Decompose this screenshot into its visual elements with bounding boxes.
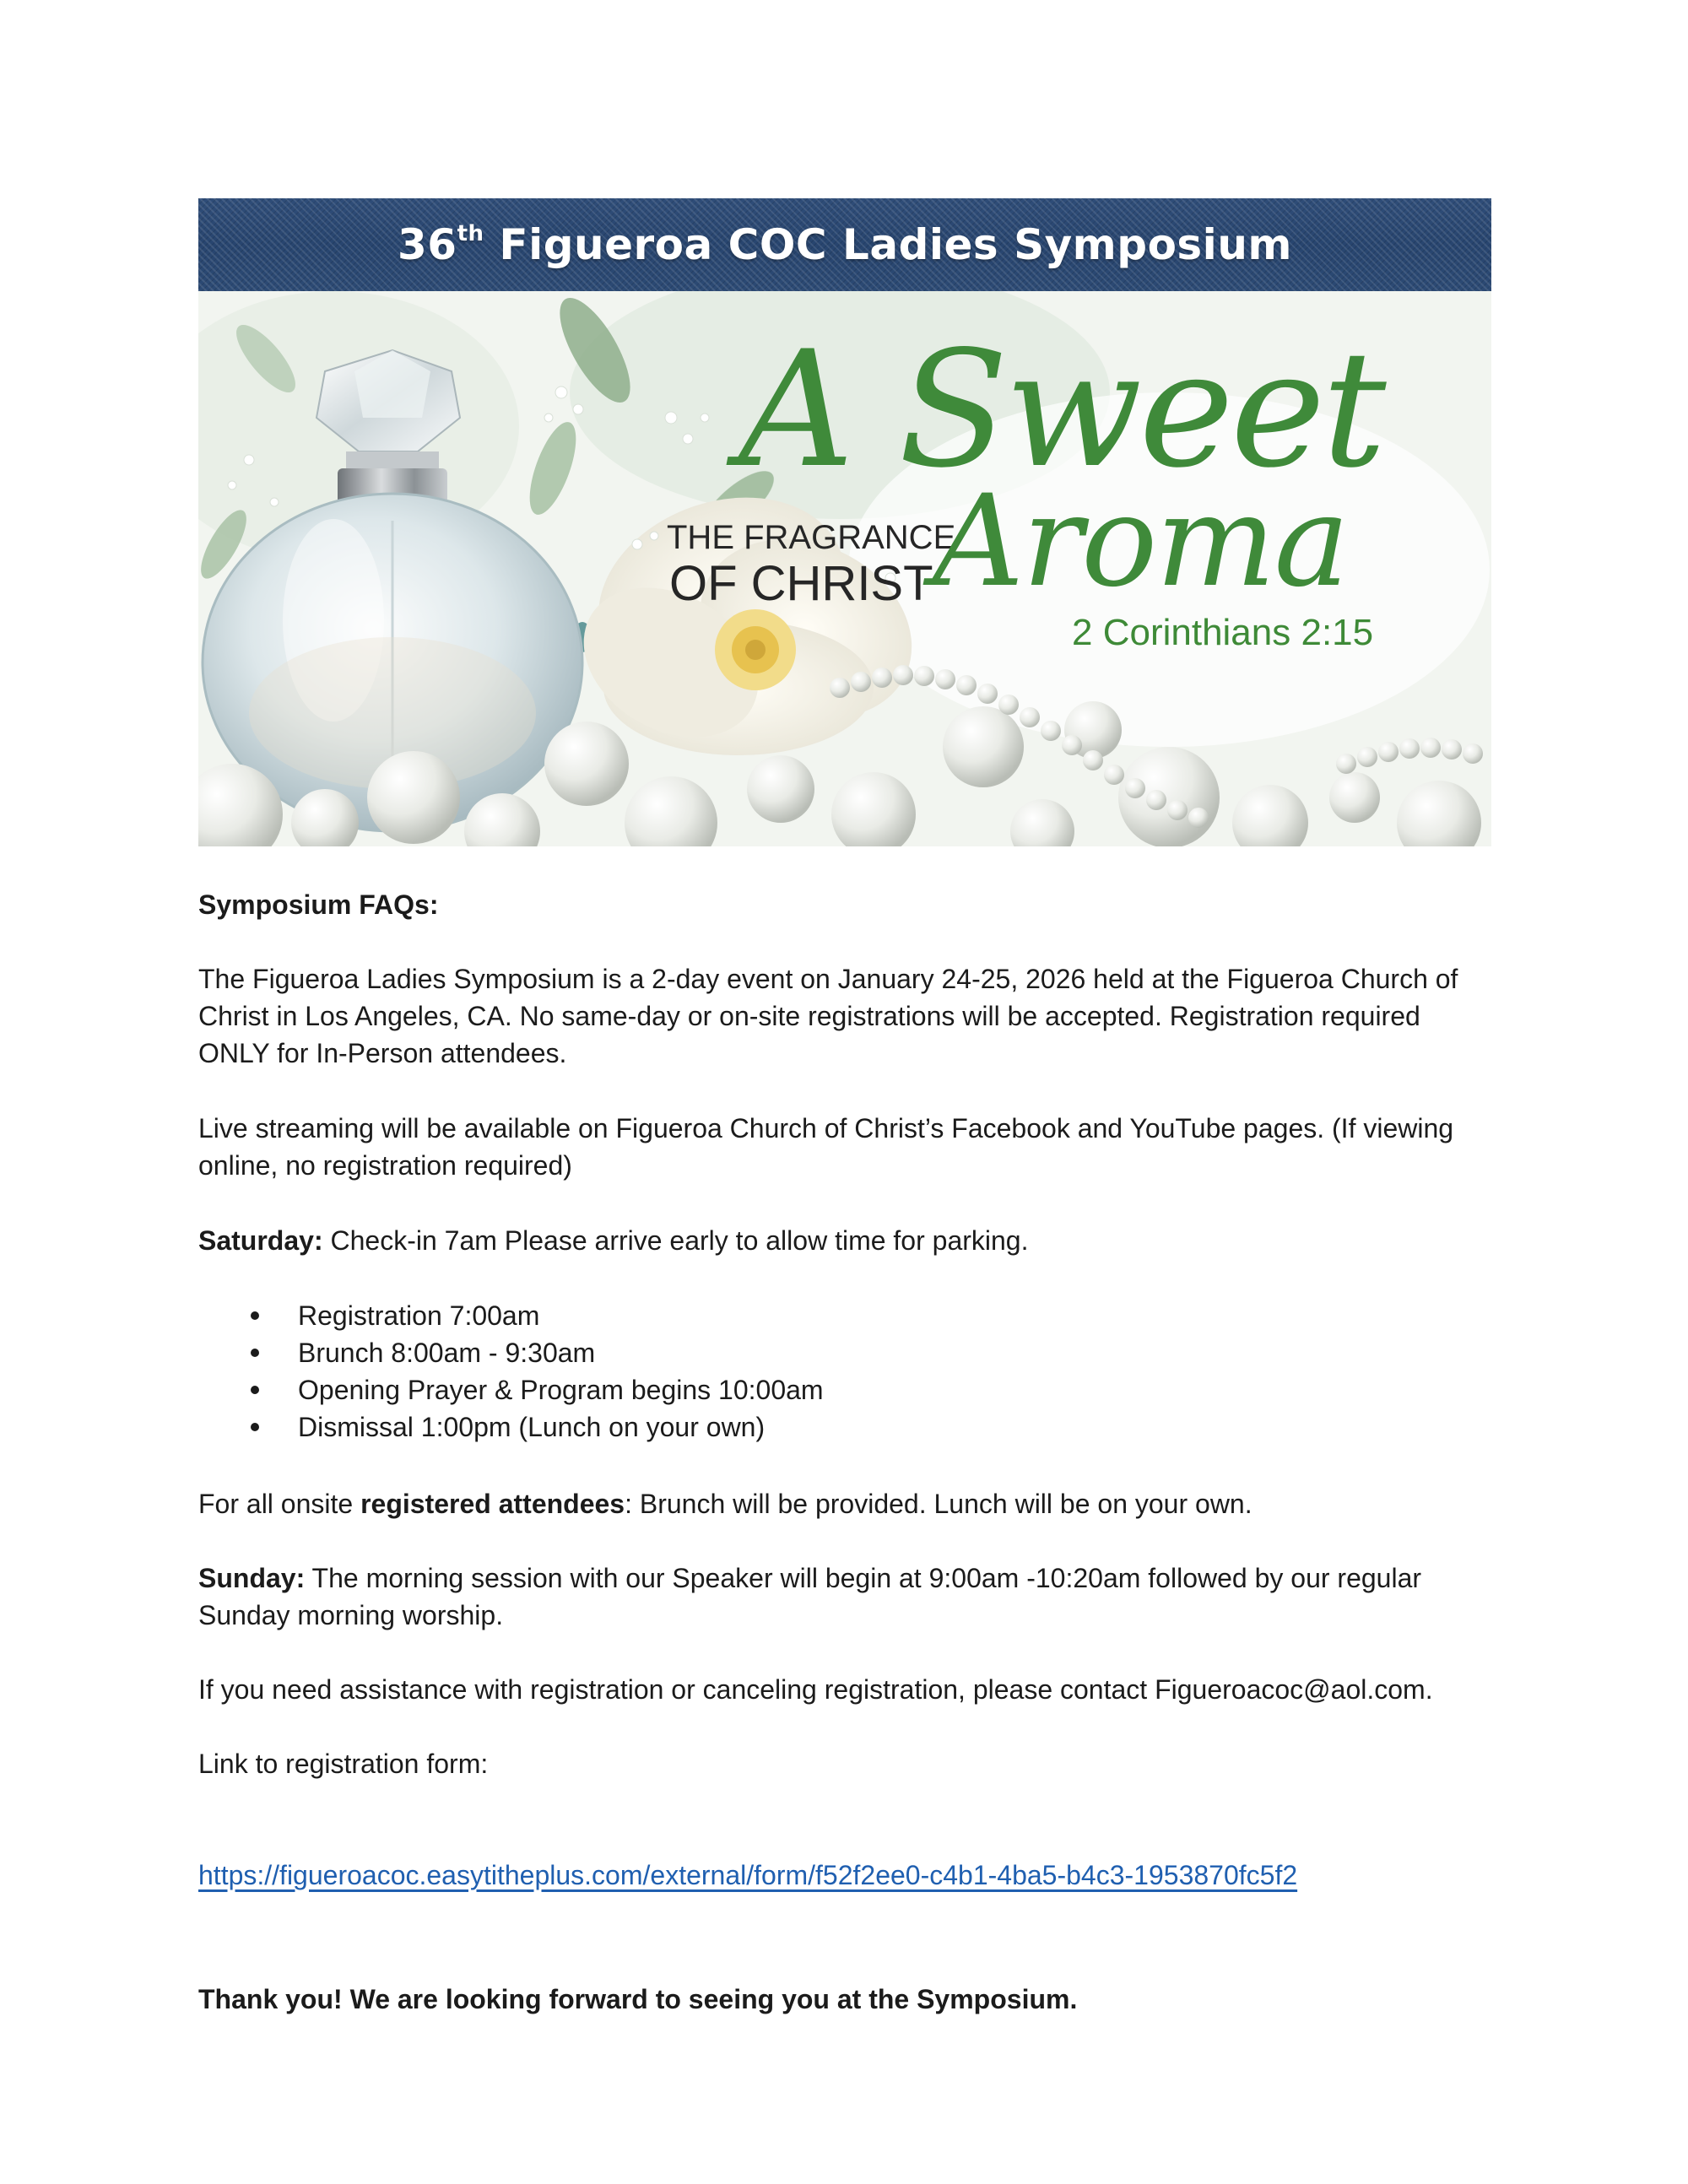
onsite-text-pre: For all onsite xyxy=(198,1489,361,1519)
banner-title: 36th Figueroa COC Ladies Symposium xyxy=(397,220,1293,269)
bullet-icon xyxy=(251,1349,259,1357)
onsite-text-post: : Brunch will be provided. Lunch will be on your own. xyxy=(625,1489,1252,1519)
bullet-icon xyxy=(251,1311,259,1320)
list-item-text: Brunch 8:00am - 9:30am xyxy=(298,1338,596,1368)
sunday-text: The morning session with our Speaker will begin at 9:00am -10:20am followed by our regular Sunday morning worship. xyxy=(198,1563,1422,1630)
bullet-icon xyxy=(251,1386,259,1394)
onsite-text-bold: registered attendees xyxy=(360,1489,625,1519)
list-item-text: Opening Prayer & Program begins 10:00am xyxy=(298,1375,824,1405)
registration-link-label: Link to registration form: xyxy=(198,1749,489,1779)
sunday-paragraph xyxy=(198,1560,1498,1634)
list-item-text: Dismissal 1:00pm (Lunch on your own) xyxy=(298,1412,766,1442)
intro-paragraph: The Figueroa Ladies Symposium is a 2-day event on January 24-25, 2026 held at the Figueroa Church of Christ in Los Angeles, CA. No same-day or on-site registrations will be accepted. Registration required ONLY for In-Person attendees. xyxy=(198,964,1458,1068)
registration-form-link[interactable]: https://figueroacoc.easytitheplus.com/external/form/f52f2ee0-c4b1-4ba5-b4c3-1953870fc5f2 xyxy=(198,1860,1298,1890)
banner-title-bar xyxy=(198,198,1491,291)
scripture-reference: 2 Corinthians 2:15 xyxy=(1072,612,1374,653)
list-item xyxy=(198,1408,824,1446)
script-title-line-1: A Sweet xyxy=(738,316,1383,503)
onsite-paragraph xyxy=(198,1485,1498,1522)
saturday-label: Saturday: xyxy=(198,1225,323,1256)
saturday-schedule-list xyxy=(198,1297,824,1446)
faq-heading: Symposium FAQs: xyxy=(198,889,439,920)
assistance-paragraph: If you need assistance with registration or canceling registration, please contact Figueroacoc@aol.com. xyxy=(198,1674,1433,1705)
sunday-label: Sunday: xyxy=(198,1563,306,1593)
saturday-text: Check-in 7am Please arrive early to allow time for parking. xyxy=(322,1225,1029,1256)
fragrance-line-1: THE FRAGRANCE xyxy=(667,519,956,556)
symposium-banner xyxy=(198,198,1491,846)
saturday-paragraph xyxy=(198,1222,1498,1259)
closing-thanks: Thank you! We are looking forward to seeing you at the Symposium. xyxy=(198,1984,1078,2014)
streaming-paragraph: Live streaming will be available on Figueroa Church of Christ’s Facebook and YouTube pages. (If viewing online, no registration required) xyxy=(198,1113,1454,1181)
list-item-text: Registration 7:00am xyxy=(298,1300,540,1331)
fragrance-line-2: OF CHRIST xyxy=(669,556,933,611)
list-item xyxy=(198,1297,824,1334)
list-item xyxy=(198,1334,824,1371)
script-title-line-2: Aroma xyxy=(933,468,1349,615)
bullet-icon xyxy=(251,1423,259,1431)
list-item xyxy=(198,1371,824,1408)
